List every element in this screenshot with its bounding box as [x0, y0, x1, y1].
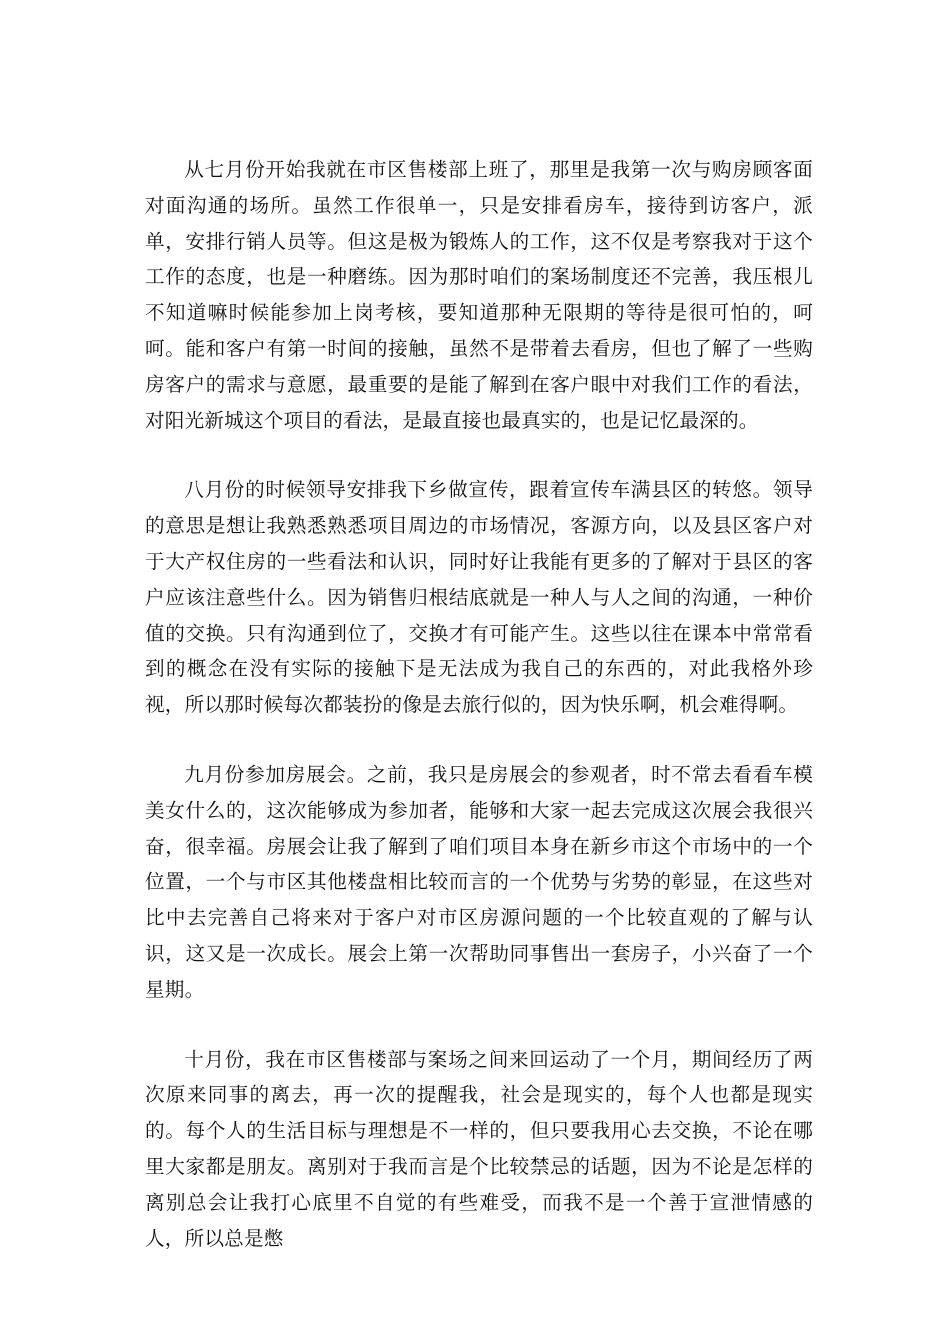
paragraph-july: 从七月份开始我就在市区售楼部上班了，那里是我第一次与购房顾客面对面沟通的场所。虽然工作很单一，只是安排看房车，接待到访客户，派单，安排行销人员等。但这是极为锻炼人的工作，这不仅是考察我对于这个工作的态度，也是一种磨练。因为那时咱们的案场制度还不完善，我压根儿不知道嘛时候能参加上岗考核，要知道那种无限期的等待是很可怕的，呵呵。能和客户有第一时间的接触，虽然不是带着去看房，但也了解了一些购房客户的需求与意愿，最重要的是能了解到在客户眼中对我们工作的看法，对阳光新城这个项目的看法，是最直接也最真实的，也是记忆最深的。 — [145, 158, 813, 432]
paragraph-august: 八月份的时候领导安排我下乡做宣传，跟着宣传车满县区的转悠。领导的意思是想让我熟悉熟悉项目周边的市场情况，客源方向，以及县区客户对于大产权住房的一些看法和认识，同时好让我能有更多的了解对于县区的客户应该注意些什么。因为销售归根结底就是一种人与人之间的沟通，一种价值的交换。只有沟通到位了，交换才有可能产生。这些以往在课本中常常看到的概念在没有实际的接触下是无法成为我自己的东西的，对此我格外珍视，所以那时候每次都装扮的像是去旅行似的，因为快乐啊，机会难得啊。 — [145, 478, 813, 717]
document-page — [145, 152, 813, 1290]
paragraph-september: 九月份参加房展会。之前，我只是房展会的参观者，时不常去看看车模美女什么的，这次能够成为参加者，能够和大家一起去完成这次展会我很兴奋，很幸福。房展会让我了解到了咱们项目本身在新乡市这个市场中的一个位置，一个与市区其他楼盘相比较而言的一个优势与劣势的彰显，在这些对比中去完善自己将来对于客户对市区房源问题的一个比较直观的了解与认识，这又是一次成长。展会上第一次帮助同事售出一套房子，小兴奋了一个星期。 — [145, 762, 813, 1001]
paragraph-october: 十月份，我在市区售楼部与案场之间来回运动了一个月，期间经历了两次原来同事的离去，再一次的提醒我，社会是现实的，每个人也都是现实的。每个人的生活目标与理想是不一样的，但只要我用心去交换，不论在哪里大家都是朋友。离别对于我而言是个比较禁忌的话题，因为不论是怎样的离别总会让我打心底里不自觉的有些难受，而我不是一个善于宣泄情感的人，所以总是憋 — [145, 1047, 813, 1250]
